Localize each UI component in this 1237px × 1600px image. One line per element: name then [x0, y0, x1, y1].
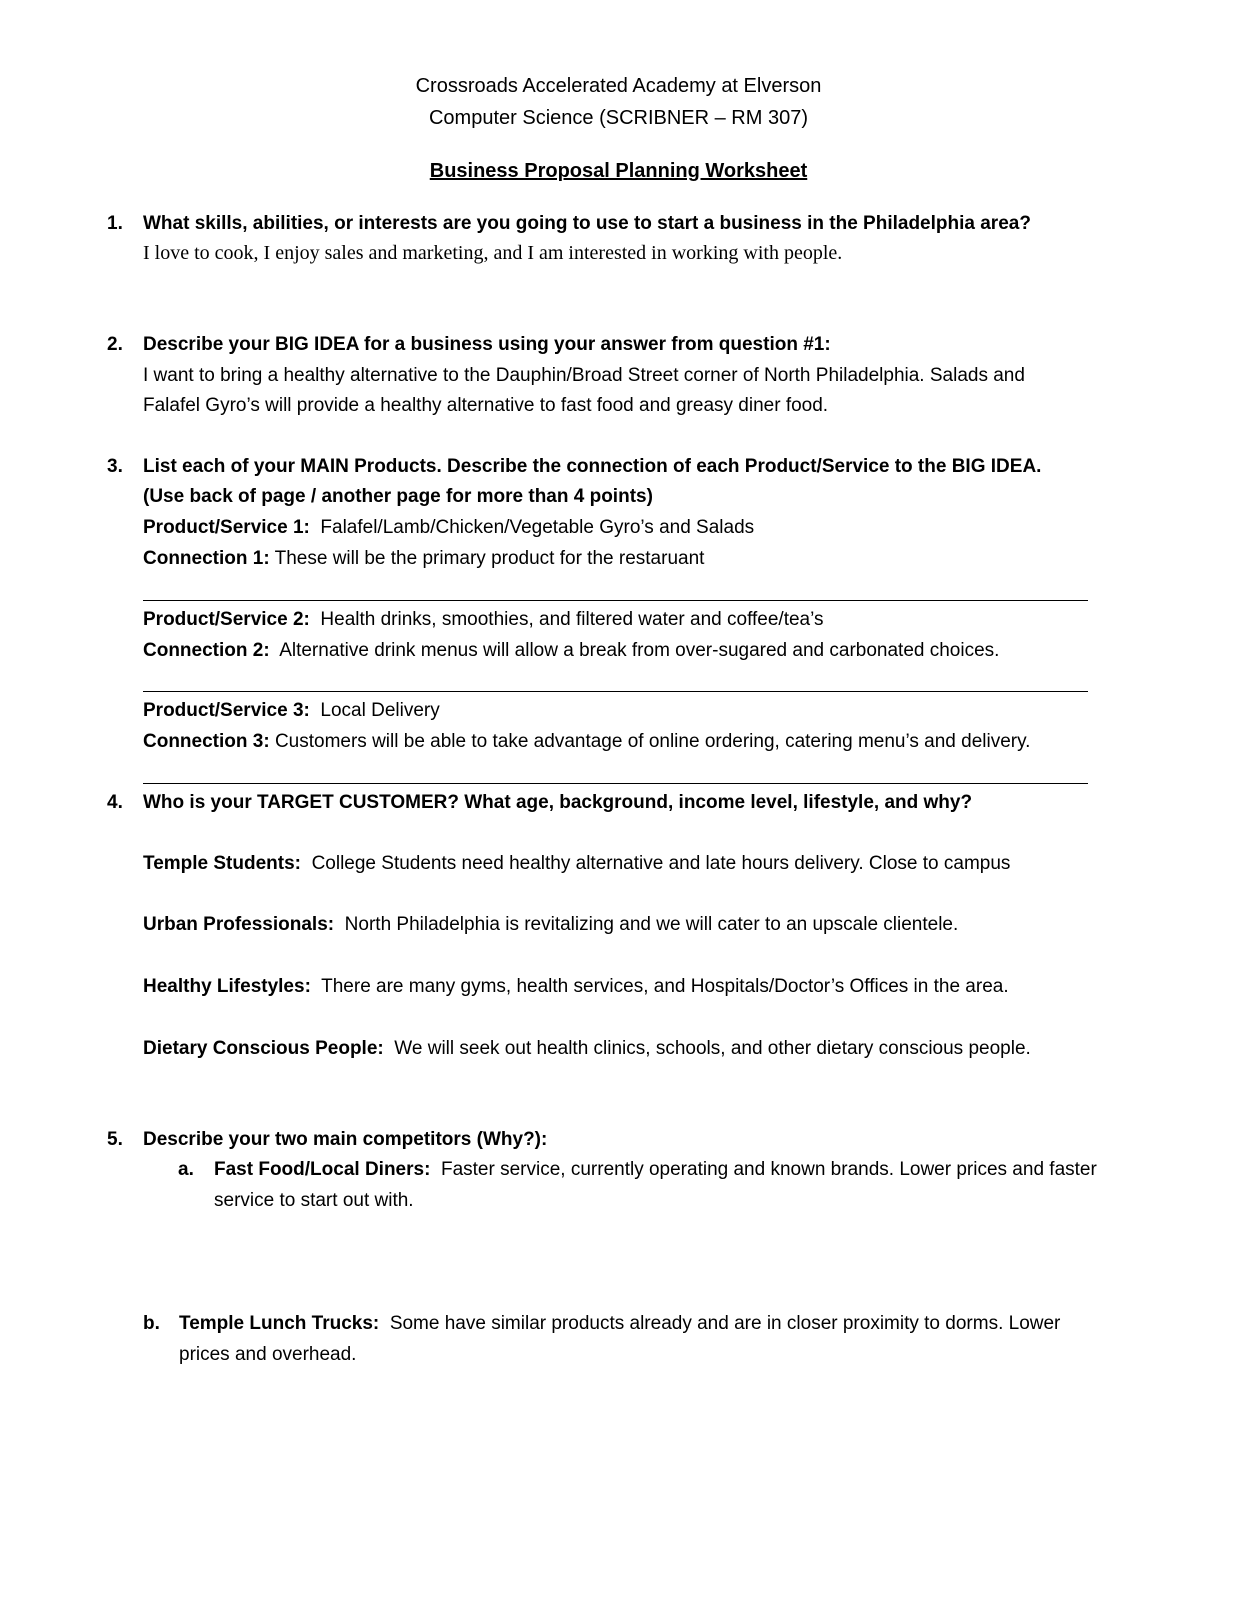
customer-urban-professionals: [143, 914, 958, 936]
product-1-row: [143, 517, 754, 539]
q3-question-note: (Use back of page / another page for more than 4 points): [143, 486, 653, 507]
q3-question: List each of your MAIN Products. Describe the connection of each Product/Service to the BIG IDEA.: [143, 456, 1042, 477]
course-name: Computer Science (SCRIBNER – RM 307): [428, 107, 808, 129]
q1-question: What skills, abilities, or interests are you going to use to start a business in the Philadelphia area?: [143, 213, 1031, 234]
product-2-label: Product/Service 2:: [143, 609, 310, 630]
product-2-text: Health drinks, smoothies, and filtered water and coffee/tea’s: [320, 609, 824, 630]
customer-label: Dietary Conscious People:: [143, 1038, 384, 1059]
q2-answer-line: Falafel Gyro’s will provide a healthy alternative to fast food and greasy diner food.: [143, 395, 829, 416]
competitor-label: Fast Food/Local Diners:: [214, 1159, 431, 1180]
school-name: Crossroads Accelerated Academy at Elverson: [415, 75, 822, 97]
connection-3-row: [143, 731, 1030, 753]
q3-number: 3.: [107, 456, 123, 477]
connection-1-row: [143, 548, 704, 570]
customer-label: Temple Students:: [143, 853, 301, 874]
competitor-a-line2: service to start out with.: [214, 1190, 414, 1211]
customer-temple-students: [143, 853, 1010, 875]
competitor-b-line2: prices and overhead.: [179, 1344, 357, 1365]
q2-number: 2.: [107, 334, 123, 355]
connection-2-label: Connection 2:: [143, 640, 270, 661]
competitor-a-marker: a.: [178, 1159, 194, 1180]
connection-1-text: These will be the primary product for the restaruant: [274, 548, 705, 569]
q1-answer: I love to cook, I enjoy sales and marketing, and I am interested in working with people.: [143, 242, 843, 264]
q4-number: 4.: [107, 792, 123, 813]
divider-line: [143, 691, 1088, 692]
connection-2-row: [143, 640, 999, 662]
product-3-row: [143, 700, 440, 722]
connection-1-label: Connection 1:: [143, 548, 270, 569]
q5-question: Describe your two main competitors (Why?):: [143, 1129, 548, 1150]
q4-question: Who is your TARGET CUSTOMER? What age, background, income level, lifestyle, and why?: [143, 792, 973, 813]
connection-2-text: Alternative drink menus will allow a break from over-sugared and carbonated choices.: [279, 640, 1000, 661]
connection-3-label: Connection 3:: [143, 731, 270, 752]
competitor-text: Some have similar products already and are in closer proximity to dorms. Lower: [389, 1313, 1061, 1334]
competitor-text: Faster service, currently operating and known brands. Lower prices and faster: [440, 1159, 1097, 1180]
competitor-a-line1: [214, 1159, 1097, 1181]
connection-3-text: Customers will be able to take advantage of online ordering, catering menu’s and delivery.: [274, 731, 1031, 752]
customer-text: North Philadelphia is revitalizing and we will cater to an upscale clientele.: [344, 914, 959, 935]
customer-label: Urban Professionals:: [143, 914, 335, 935]
product-2-row: [143, 609, 824, 631]
competitor-b-line1: [179, 1313, 1060, 1335]
customer-text: We will seek out health clinics, schools, and other dietary conscious people.: [394, 1038, 1031, 1059]
product-3-label: Product/Service 3:: [143, 700, 310, 721]
divider-line: [143, 783, 1088, 784]
page-title: Business Proposal Planning Worksheet: [429, 160, 808, 182]
competitor-b-marker: b.: [143, 1313, 160, 1334]
customer-healthy-lifestyles: [143, 976, 1009, 998]
q5-number: 5.: [107, 1129, 123, 1150]
customer-text: College Students need healthy alternative and late hours delivery. Close to campus: [311, 853, 1011, 874]
competitor-label: Temple Lunch Trucks:: [179, 1313, 380, 1334]
customer-text: There are many gyms, health services, and Hospitals/Doctor’s Offices in the area.: [321, 976, 1009, 997]
q2-question: Describe your BIG IDEA for a business using your answer from question #1:: [143, 334, 831, 355]
q1-number: 1.: [107, 213, 123, 234]
product-1-text: Falafel/Lamb/Chicken/Vegetable Gyro’s and Salads: [320, 517, 755, 538]
product-1-label: Product/Service 1:: [143, 517, 310, 538]
divider-line: [143, 600, 1088, 601]
q2-answer-line: I want to bring a healthy alternative to the Dauphin/Broad Street corner of North Philadelphia. Salads and: [143, 365, 1025, 386]
product-3-text: Local Delivery: [320, 700, 440, 721]
customer-label: Healthy Lifestyles:: [143, 976, 311, 997]
customer-dietary-conscious: [143, 1038, 1031, 1060]
